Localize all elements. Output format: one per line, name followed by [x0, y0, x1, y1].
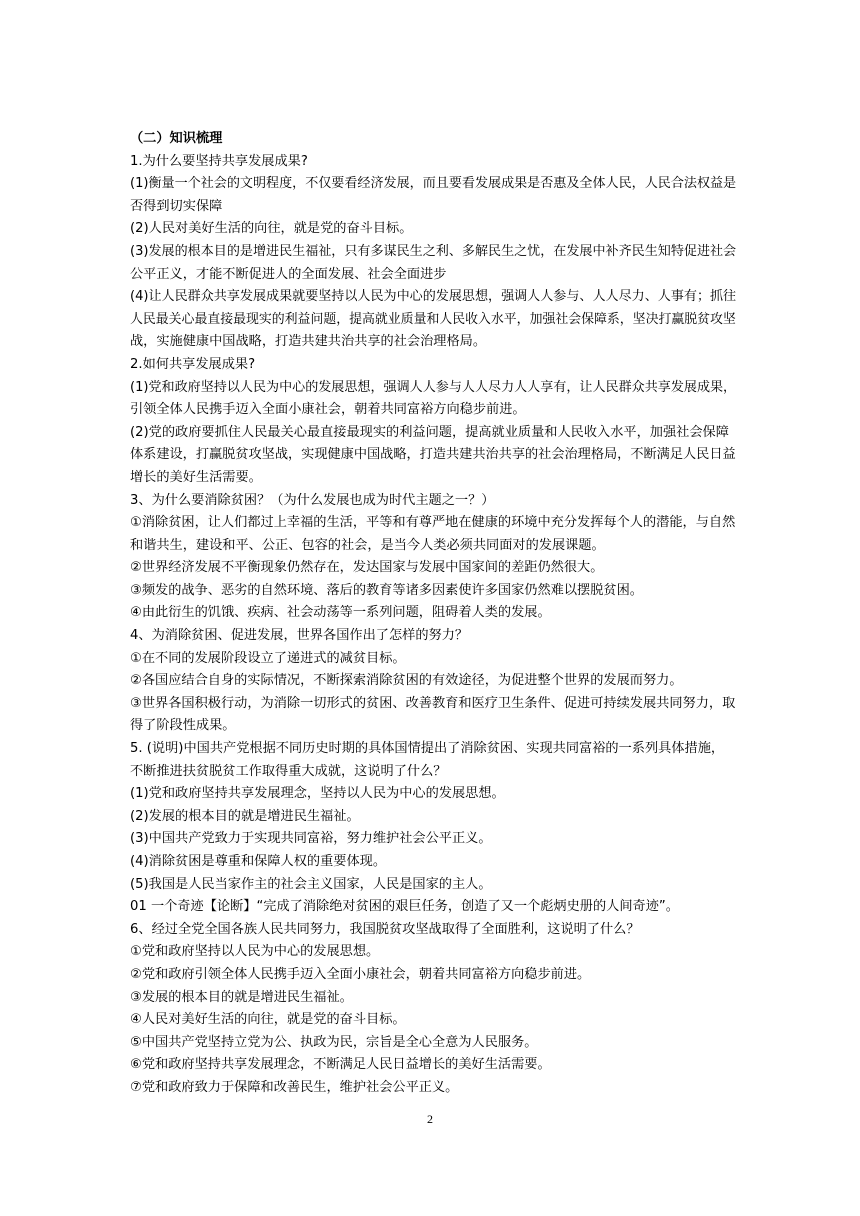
- text-line: ②世界经济发展不平衡现象仍然存在，发达国家与发展中国家间的差距仍然很大。: [130, 560, 604, 576]
- text-line: (4)消除贫困是尊重和保障人权的重要体现。: [130, 854, 387, 869]
- question-heading-4: 4、为消除贫困、促进发展，世界各国作出了怎样的努力？: [130, 628, 469, 644]
- question-heading-6: 6、经过全党全国各族人民共同努力，我国脱贫攻坚战取得了全面胜利，这说明了什么？: [130, 921, 640, 937]
- text-line: ⑦党和政府致力于保障和改善民生，维护社会公平正义。: [130, 1079, 459, 1095]
- text-line: 增长的美好生活需要。: [130, 469, 262, 485]
- text-line: 否得到切实保障: [130, 198, 223, 214]
- page-number: 2: [427, 1112, 433, 1126]
- text-line: (3)发展的根本目的是增进民生福祉，只有多谋民生之利、多解民生之忧，在发展中补齐民生知特促进社会: [130, 243, 737, 259]
- text-line: ⑤中国共产党坚持立党为公、执政为民，宗旨是全心全意为人民服务。: [130, 1034, 538, 1050]
- text-line: (2)发展的根本目的就是增进民生福祉。: [130, 808, 360, 824]
- text-line: ②各国应结合自身的实际情况，不断探索消除贫困的有效途径，为促进整个世界的发展而努力。: [130, 673, 683, 689]
- text-line: ③世界各国积极行动，为消除一切形式的贫困、改善教育和医疗卫生条件、促进可持续发展共同努力，取: [130, 695, 736, 711]
- text-line: (2)党的政府要抓住人民最关心最直接最现实的利益问题，提高就业质量和人民收入水平，加强社会保障: [130, 424, 729, 440]
- text-line: ③发展的根本目的就是增进民生福祉。: [130, 989, 353, 1005]
- text-line: 引领全体人民携手迈入全面小康社会，朝着共同富裕方向稳步前进。: [130, 402, 526, 418]
- text-line: (1)党和政府坚持以人民为中心的发展思想，强调人人参与人人尽力人人享有，让人民群众共享发展成果，: [130, 379, 737, 395]
- text-line: 和谐共生，建设和平、公正、包容的社会，是当今人类必须共同面对的发展课题。: [130, 537, 605, 553]
- text-line: (4)让人民群众共享发展成果就要坚持以人民为中心的发展思想，强调人人参与、人人尽力、人事有；抓往: [130, 289, 737, 305]
- text-line: ⑥党和政府坚持共享发展理念，不断满足人民日益增长的美好生活需要。: [130, 1057, 551, 1073]
- text-line: (2)人民对美好生活的向往，就是党的奋斗目标。: [130, 221, 413, 237]
- text-line: 不断推进扶贫脱贫工作取得重大成就，这说明了什么？: [130, 763, 447, 779]
- text-line: ④人民对美好生活的向往，就是党的奋斗目标。: [130, 1012, 406, 1028]
- text-line: (1)衡量一个社会的文明程度，不仅要看经济发展，而且要看发展成果是否惠及全体人民，人民合法权益是: [130, 176, 737, 192]
- text-line: (5)我国是人民当家作主的社会主义国家，人民是国家的主人。: [130, 876, 492, 892]
- text-line: 公平正义，才能不断促进人的全面发展、社会全面进步: [130, 266, 447, 282]
- question-heading-5: 5. (说明)中国共产党根据不同历史时期的具体国情提出了消除贫困、实现共同富裕的一系列具体措施，: [130, 741, 725, 757]
- text-line: ④由此衍生的饥饿、疾病、社会动荡等一系列问题，阻碍着人类的发展。: [130, 605, 551, 621]
- text-line: 体系建设，打赢脱贫攻坚战，实现健康中国战略，打造共建共治共享的社会治理格局，不断满足人民日益: [130, 447, 736, 463]
- text-line: 01 一个奇迹【论断】“完成了消除绝对贫困的艰巨任务，创造了又一个彪炳史册的人间奇迹”。: [130, 899, 679, 915]
- text-line: 战，实施健康中国战略，打造共建共治共享的社会治理格局。: [130, 334, 487, 350]
- question-heading-1: 1.为什么要坚持共享发展成果?: [130, 153, 308, 169]
- text-line: ②党和政府引领全体人民携手迈入全面小康社会，朝着共同富裕方向稳步前进。: [130, 966, 591, 982]
- document-body: [130, 128, 736, 1100]
- text-line: 人民最关心最直接最现实的利益问题，提高就业质量和人民收入水平，加强社会保障系，坚决打赢脱贫攻坚: [130, 311, 736, 327]
- text-line: ①消除贫困，让人们都过上幸福的生活，平等和有尊严地在健康的环境中充分发挥每个人的潜能，与自然: [130, 515, 736, 531]
- text-line: ①在不同的发展阶段设立了递进式的减贫目标。: [130, 650, 406, 666]
- text-line: (1)党和政府坚持共享发展理念，坚持以人民为中心的发展思想。: [130, 786, 505, 802]
- text-line: 得了阶段性成果。: [130, 718, 236, 734]
- question-heading-3: 3、为什么要消除贫困？（为什么发展也成为时代主题之一？）: [130, 492, 495, 508]
- text-line: (3)中国共产党致力于实现共同富裕，努力维护社会公平正义。: [130, 831, 492, 847]
- question-heading-2: 2.如何共享发展成果?: [130, 356, 256, 372]
- text-line: ③频发的战争、恶劣的自然环境、落后的教育等诸多因素使许多国家仍然难以摆脱贫困。: [130, 582, 643, 598]
- section-heading: （二）知识梳理: [130, 131, 223, 146]
- text-line: ①党和政府坚持以人民为中心的发展思想。: [130, 944, 380, 960]
